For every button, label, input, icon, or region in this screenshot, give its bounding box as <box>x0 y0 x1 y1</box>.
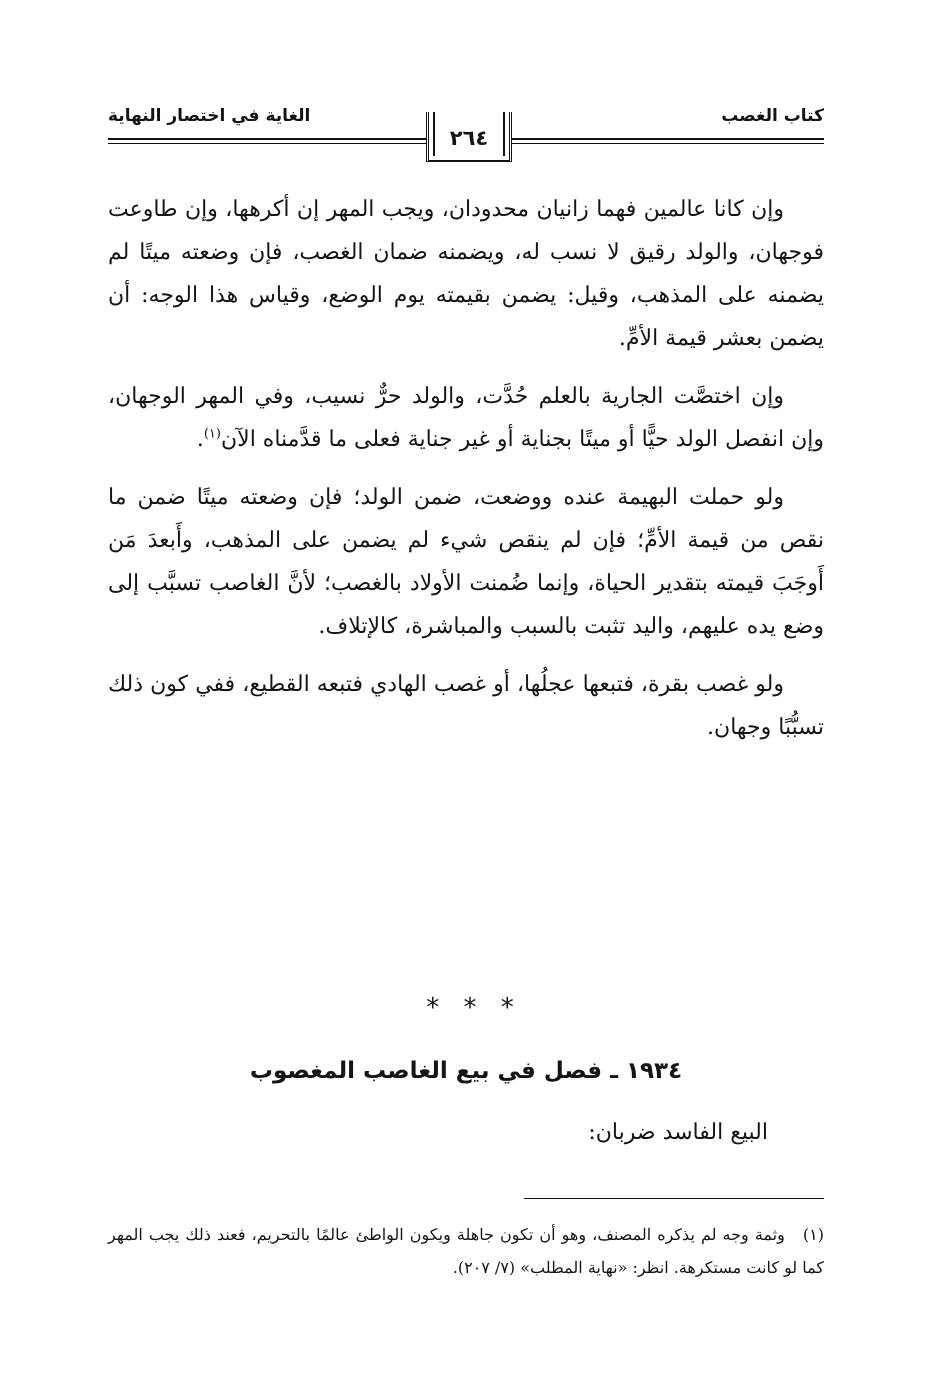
footnote <box>108 1218 824 1284</box>
paragraph-text: وإن كانا عالمين فهما زانيان محدودان، ويجب المهر إن أكرهها، وإن طاوعت فوجهان، والولد رقيق لا نسب له، ويضمنه ضمان الغصب، فإن وضعته ميتًا لم يضمنه على المذهب، وقيل: يضمن بقيمته يوم الوضع، وقياس هذا الوجه: أن يضمن بعشر قيمة الأمِّ. <box>108 197 824 351</box>
paragraph <box>108 476 824 648</box>
paragraph <box>108 375 824 461</box>
paragraph-text: وإن اختصَّت الجارية بالعلم حُدَّت، والولد حرٌّ نسيب، وفي المهر الوجهان، وإن انفصل الولد حيًّا أو ميتًا بجناية أو غير جناية فعلى ما قدَّمناه الآن <box>108 384 824 452</box>
chapter-title: كتاب الغصب <box>721 106 824 126</box>
page-header <box>108 104 824 164</box>
paragraph-text: ولو حملت البهيمة عنده ووضعت، ضمن الولد؛ فإن وضعته ميتًا ضمن ما نقص من قيمة الأمِّ؛ فإن لم ينقص شيء لم يضمن على المذهب، وأَبعدَ مَن أَوجَبَ قيمته بتقدير الحياة، وإنما ضُمنت الأولاد بالغصب؛ لأنَّ الغاصب تسبَّب إلى وضع يده عليهم، واليد تثبت بالسبب والمباشرة، كالإتلاف. <box>108 485 824 639</box>
book-title: الغاية في اختصار النهاية <box>108 106 311 126</box>
main-text <box>108 188 824 764</box>
section-intro: البيع الفاسد ضربان: <box>588 1120 768 1145</box>
page-number-frame <box>426 112 512 162</box>
paragraph-text: ولو غصب بقرة، فتبعها عجلُها، أو غصب الهادي فتبعه القطيع، ففي كون ذلك تسبُّبًا وجهان. <box>108 672 824 740</box>
section-heading: ١٩٣٤ ـ فصل في بيع الغاصب المغصوب <box>249 1058 683 1084</box>
footnote-number: (١) <box>802 1225 825 1244</box>
section-separator: * * * <box>426 993 522 1023</box>
footnote-reference[interactable]: (١) <box>203 426 221 442</box>
paragraph <box>108 663 824 749</box>
footnote-divider <box>524 1198 824 1199</box>
page-number: ٢٦٤ <box>449 126 489 150</box>
paragraph-tail: . <box>196 427 204 452</box>
footnote-text: وثمة وجه لم يذكره المصنف، وهو أن تكون جاهلة ويكون الواطئ عالمًا بالتحريم، فعند ذلك يجب المهر كما لو كانت مستكرهة. انظر: «نهاية المطلب» (٧/ ٢٠٧). <box>108 1225 824 1277</box>
paragraph <box>108 188 824 360</box>
